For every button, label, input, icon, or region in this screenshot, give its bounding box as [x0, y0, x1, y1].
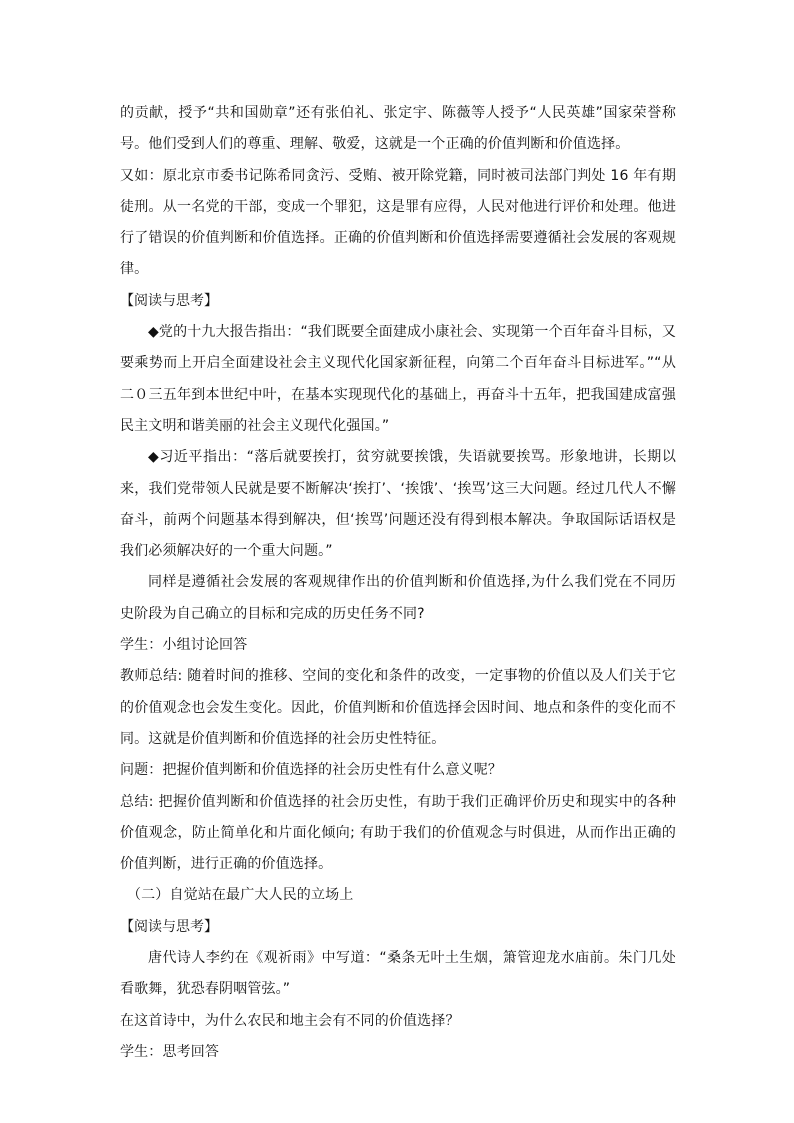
paragraph-summary: 总结: 把握价值判断和价值选择的社会历史性，有助于我们正确评价历史和现实中的各种价值观念，防止简单化和片面化倾向; 有助于我们的价值观念与时俱进，从而作出正确的价值判断，进行正确的价值选择。 [120, 793, 676, 873]
paragraph-question-poem: 在这首诗中，为什么农民和地主会有不同的价值选择？ [120, 1012, 460, 1029]
section-heading-reading-2: 【阅读与思考】 [120, 918, 218, 935]
paragraph-question-history: 同样是遵循社会发展的客观规律作出的价值判断和价值选择,为什么我们党在不同历史阶段为自己确立的目标和完成的历史任务不同? [120, 574, 676, 622]
paragraph-poem: 唐代诗人李约在《观祈雨》中写道：“桑条无叶土生烟，箫管迎龙水庙前。朱门几处看歌舞，犹恐春阴咽管弦。” [120, 950, 676, 998]
paragraph-honors: 的贡献，授予“共和国勋章”还有张伯礼、张定宇、陈薇等人授予“人民英雄”国家荣誉称号。他们受到人们的尊重、理解、敬爱，这就是一个正确的价值判断和价值选择。 [120, 105, 676, 153]
paragraph-quote-19th-congress: ◆党的十九大报告指出：“我们既要全面建成小康社会、实现第一个百年奋斗目标，又要乘势而上开启全面建设社会主义现代化国家新征程，向第二个百年奋斗目标进军。”“从二０三五年到本世纪中叶，在基本实现现代化的基础上，再奋斗十五年，把我国建成富强民主文明和谐美丽的社会主义现代化强国。” [120, 324, 676, 434]
document-body [120, 98, 676, 1068]
paragraph-teacher-summary: 教师总结: 随着时间的推移、空间的变化和条件的改变，一定事物的价值以及人们关于它的价值观念也会发生变化。因此，价值判断和价值选择会因时间、地点和条件的变化而不同。这就是价值判断和价值选择的社会历史性特征。 [120, 668, 676, 747]
paragraph-student-answer: 学生：思考回答 [120, 1043, 220, 1060]
paragraph-quote-xi: ◆习近平指出：“落后就要挨打，贫穷就要挨饿，失语就要挨骂。形象地讲，长期以来，我们党带领人民就是要不断解决‘挨打’、‘挨饿’、‘挨骂’这三大问题。经过几代人不懈奋斗，前两个问题基本得到解决，但‘挨骂’问题还没有得到根本解决。争取国际话语权是我们必须解决好的一个重大问题。” [120, 449, 676, 560]
paragraph-example: 又如：原北京市委书记陈希同贪污、受贿、被开除党籍，同时被司法部门判处 16 年有期徒刑。从一名党的干部，变成一个罪犯，这是罪有应得，人民对他进行评价和处理。他进行了错误的价值判断和价值选择。正确的价值判断和价值选择需要遵循社会发展的客观规律。 [120, 167, 676, 278]
paragraph-question-meaning: 问题：把握价值判断和价值选择的社会历史性有什么意义呢？ [120, 762, 503, 779]
paragraph-student-discussion: 学生：小组讨论回答 [120, 637, 248, 654]
subsection-heading-people: （二）自觉站在最广大人民的立场上 [127, 887, 354, 904]
section-heading-reading: 【阅读与思考】 [120, 292, 218, 309]
